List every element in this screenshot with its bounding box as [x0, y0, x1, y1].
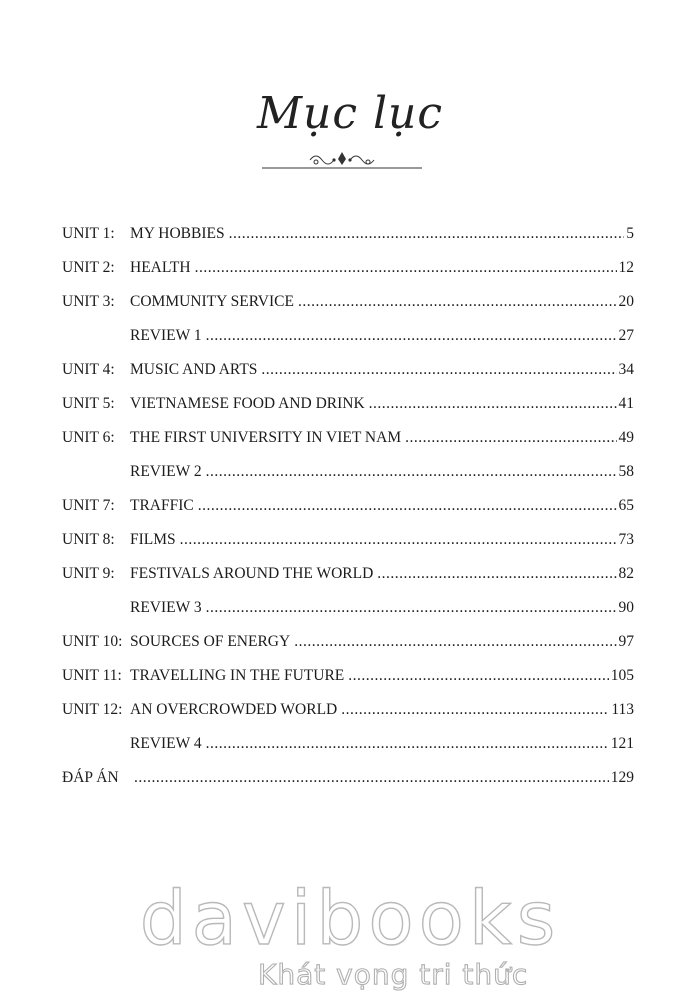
toc-page-number: 27 — [618, 327, 634, 344]
toc-unit-label: ĐÁP ÁN — [62, 769, 119, 786]
toc-row — [62, 425, 634, 459]
toc-row — [62, 323, 634, 357]
toc-page-number: 65 — [618, 497, 634, 514]
toc-row — [62, 493, 634, 527]
toc-entry-title: MY HOBBIES — [130, 225, 225, 242]
toc-leader-dots — [377, 564, 616, 584]
toc-page-number: 49 — [618, 429, 634, 446]
toc-entry-title: SOURCES OF ENERGY — [130, 633, 291, 650]
toc-entry-title: THE FIRST UNIVERSITY IN VIET NAM — [130, 429, 402, 446]
toc-leader-dots — [180, 530, 617, 550]
toc-page-number: 34 — [618, 361, 634, 378]
toc-unit-label: UNIT 9: — [62, 565, 115, 582]
toc-row — [62, 527, 634, 561]
toc-entry-title: REVIEW 1 — [130, 327, 202, 344]
toc-entry-title: TRAVELLING IN THE FUTURE — [130, 667, 345, 684]
toc-entry-title: COMMUNITY SERVICE — [130, 293, 294, 310]
toc-page-number: 58 — [618, 463, 634, 480]
toc-page-number: 20 — [618, 293, 634, 310]
toc-entry-title: FESTIVALS AROUND THE WORLD — [130, 565, 374, 582]
toc-page-number: 97 — [618, 633, 634, 650]
toc-leader-dots — [206, 598, 617, 618]
toc-entry-title: AN OVERCROWDED WORLD — [130, 701, 338, 718]
toc-entry-title: HEALTH — [130, 259, 191, 276]
toc-page-number: 82 — [618, 565, 634, 582]
toc-leader-dots — [195, 258, 617, 278]
toc-leader-dots — [229, 224, 625, 244]
toc-unit-label: UNIT 3: — [62, 293, 115, 310]
toc-unit-label: UNIT 5: — [62, 395, 115, 412]
toc-unit-label: UNIT 4: — [62, 361, 115, 378]
toc-row — [62, 561, 634, 595]
toc-unit-label: UNIT 10: — [62, 633, 123, 650]
watermark-tagline: Khát vọng tri thức — [258, 958, 529, 991]
table-of-contents — [62, 221, 634, 799]
toc-page-number: 5 — [626, 225, 634, 242]
toc-entry-title: VIETNAMESE FOOD AND DRINK — [130, 395, 365, 412]
toc-row — [62, 255, 634, 289]
toc-entry-title: REVIEW 3 — [130, 599, 202, 616]
toc-leader-dots — [206, 326, 617, 346]
toc-unit-label: UNIT 2: — [62, 259, 115, 276]
toc-entry-title: TRAFFIC — [130, 497, 194, 514]
toc-page-number: 129 — [610, 769, 634, 786]
toc-unit-label: UNIT 6: — [62, 429, 115, 446]
toc-row — [62, 221, 634, 255]
toc-unit-label: UNIT 8: — [62, 531, 115, 548]
toc-row — [62, 663, 634, 697]
toc-unit-label: UNIT 1: — [62, 225, 115, 242]
toc-leader-dots — [294, 632, 616, 652]
toc-row — [62, 697, 634, 731]
toc-entry-title: REVIEW 2 — [130, 463, 202, 480]
toc-row — [62, 357, 634, 391]
toc-row — [62, 289, 634, 323]
toc-row — [62, 595, 634, 629]
page-title: Mục lục — [256, 88, 444, 139]
toc-page-number: 90 — [618, 599, 634, 616]
toc-entry-title: REVIEW 4 — [130, 735, 202, 752]
toc-page-number: 121 — [610, 735, 634, 752]
toc-leader-dots — [198, 496, 617, 516]
toc-entry-title: MUSIC AND ARTS — [130, 361, 258, 378]
toc-page-number: 12 — [618, 259, 634, 276]
toc-leader-dots — [298, 292, 617, 312]
toc-unit-label: UNIT 7: — [62, 497, 115, 514]
toc-leader-dots — [341, 700, 609, 720]
toc-leader-dots — [348, 666, 608, 686]
toc-page-number: 41 — [618, 395, 634, 412]
toc-page-number: 105 — [610, 667, 634, 684]
toc-leader-dots — [206, 734, 609, 754]
toc-unit-label: UNIT 12: — [62, 701, 123, 718]
toc-unit-label: UNIT 11: — [62, 667, 122, 684]
toc-leader-dots — [134, 768, 609, 788]
watermark-brand: davibooks — [139, 876, 561, 962]
toc-leader-dots — [405, 428, 616, 448]
toc-row — [62, 765, 634, 799]
toc-leader-dots — [206, 462, 617, 482]
toc-entry-title: FILMS — [130, 531, 176, 548]
toc-row — [62, 391, 634, 425]
toc-row — [62, 629, 634, 663]
toc-row — [62, 459, 634, 493]
ornament-divider — [262, 146, 422, 172]
toc-page-number: 73 — [618, 531, 634, 548]
toc-leader-dots — [261, 360, 616, 380]
toc-leader-dots — [369, 394, 617, 414]
toc-page-number: 113 — [611, 701, 634, 718]
toc-row — [62, 731, 634, 765]
